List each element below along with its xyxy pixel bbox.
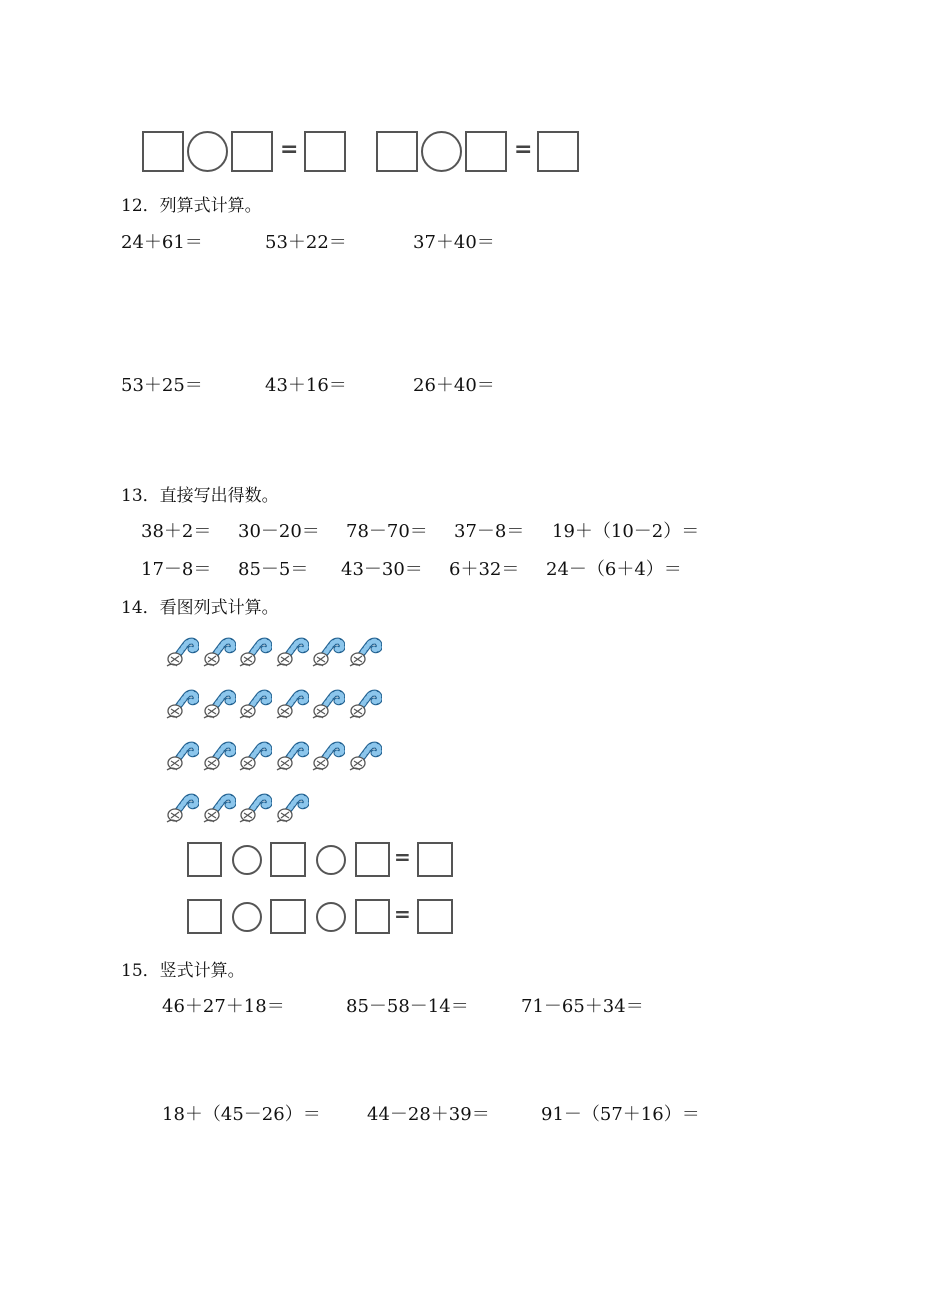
candy-cane-icon — [200, 685, 236, 721]
candy-cane-icon — [346, 685, 382, 721]
q12-expression: 43＋16＝ — [265, 375, 347, 396]
q13-expression: 85－5＝ — [238, 559, 309, 580]
answer-box[interactable] — [270, 899, 306, 934]
candy-cane-icon — [309, 685, 345, 721]
equals-sign: = — [514, 137, 533, 162]
q15-expression: 18＋（45－26）＝ — [162, 1104, 321, 1125]
q13-expression: 6＋32＝ — [449, 559, 520, 580]
candy-cane-icon — [163, 737, 199, 773]
candy-cane-icon — [163, 633, 199, 669]
answer-box[interactable] — [417, 842, 453, 877]
q15-expression: 44－28＋39＝ — [367, 1104, 490, 1125]
answer-box[interactable] — [187, 842, 222, 877]
answer-box[interactable] — [376, 131, 418, 172]
q15-expression: 71－65＋34＝ — [521, 996, 644, 1017]
candy-cane-icon — [163, 789, 199, 825]
operator-circle[interactable] — [232, 902, 262, 932]
candy-cane-icon — [163, 685, 199, 721]
operator-circle[interactable] — [421, 131, 462, 172]
candy-cane-icon — [309, 633, 345, 669]
q13-expression: 19＋（10－2）＝ — [552, 521, 700, 542]
q15-expression: 85－58－14＝ — [346, 996, 469, 1017]
candy-cane-icon — [200, 789, 236, 825]
answer-box[interactable] — [231, 131, 273, 172]
answer-box[interactable] — [417, 899, 453, 934]
candy-cane-icon — [200, 633, 236, 669]
q12-expression: 53＋22＝ — [265, 232, 347, 253]
q13-expression: 24－（6＋4）＝ — [546, 559, 682, 580]
operator-circle[interactable] — [316, 902, 346, 932]
answer-box[interactable] — [142, 131, 184, 172]
answer-box[interactable] — [355, 842, 390, 877]
candy-cane-icon — [346, 737, 382, 773]
operator-circle[interactable] — [232, 845, 262, 875]
equals-sign: = — [394, 845, 411, 869]
q13-expression: 30－20＝ — [238, 521, 320, 542]
candy-cane-icon — [236, 633, 272, 669]
answer-box[interactable] — [465, 131, 507, 172]
q12-expression: 53＋25＝ — [121, 375, 203, 396]
equals-sign: = — [280, 137, 299, 162]
candy-cane-icon — [273, 685, 309, 721]
question-13-title: 13．直接写出得数。 — [121, 486, 279, 506]
q12-expression: 24＋61＝ — [121, 232, 203, 253]
q12-expression: 37＋40＝ — [413, 232, 495, 253]
q13-expression: 43－30＝ — [341, 559, 423, 580]
candy-cane-icon — [273, 633, 309, 669]
operator-circle[interactable] — [187, 131, 228, 172]
q12-expression: 26＋40＝ — [413, 375, 495, 396]
answer-box[interactable] — [270, 842, 306, 877]
answer-box[interactable] — [187, 899, 222, 934]
q15-expression: 91－（57＋16）＝ — [541, 1104, 700, 1125]
question-12-title: 12．列算式计算。 — [121, 196, 262, 216]
q13-expression: 38＋2＝ — [141, 521, 212, 542]
candy-cane-icon — [273, 737, 309, 773]
q13-expression: 78－70＝ — [346, 521, 428, 542]
candy-cane-icon — [309, 737, 345, 773]
equals-sign: = — [394, 902, 411, 926]
operator-circle[interactable] — [316, 845, 346, 875]
q15-expression: 46＋27＋18＝ — [162, 996, 285, 1017]
answer-box[interactable] — [304, 131, 346, 172]
question-14-title: 14．看图列式计算。 — [121, 598, 279, 618]
question-15-title: 15．竖式计算。 — [121, 961, 245, 981]
q13-expression: 17－8＝ — [141, 559, 212, 580]
candy-cane-icon — [200, 737, 236, 773]
q13-expression: 37－8＝ — [454, 521, 525, 542]
answer-box[interactable] — [355, 899, 390, 934]
candy-cane-icon — [273, 789, 309, 825]
candy-cane-icon — [236, 789, 272, 825]
candy-cane-icon — [236, 737, 272, 773]
answer-box[interactable] — [537, 131, 579, 172]
candy-cane-icon — [346, 633, 382, 669]
candy-cane-icon — [236, 685, 272, 721]
